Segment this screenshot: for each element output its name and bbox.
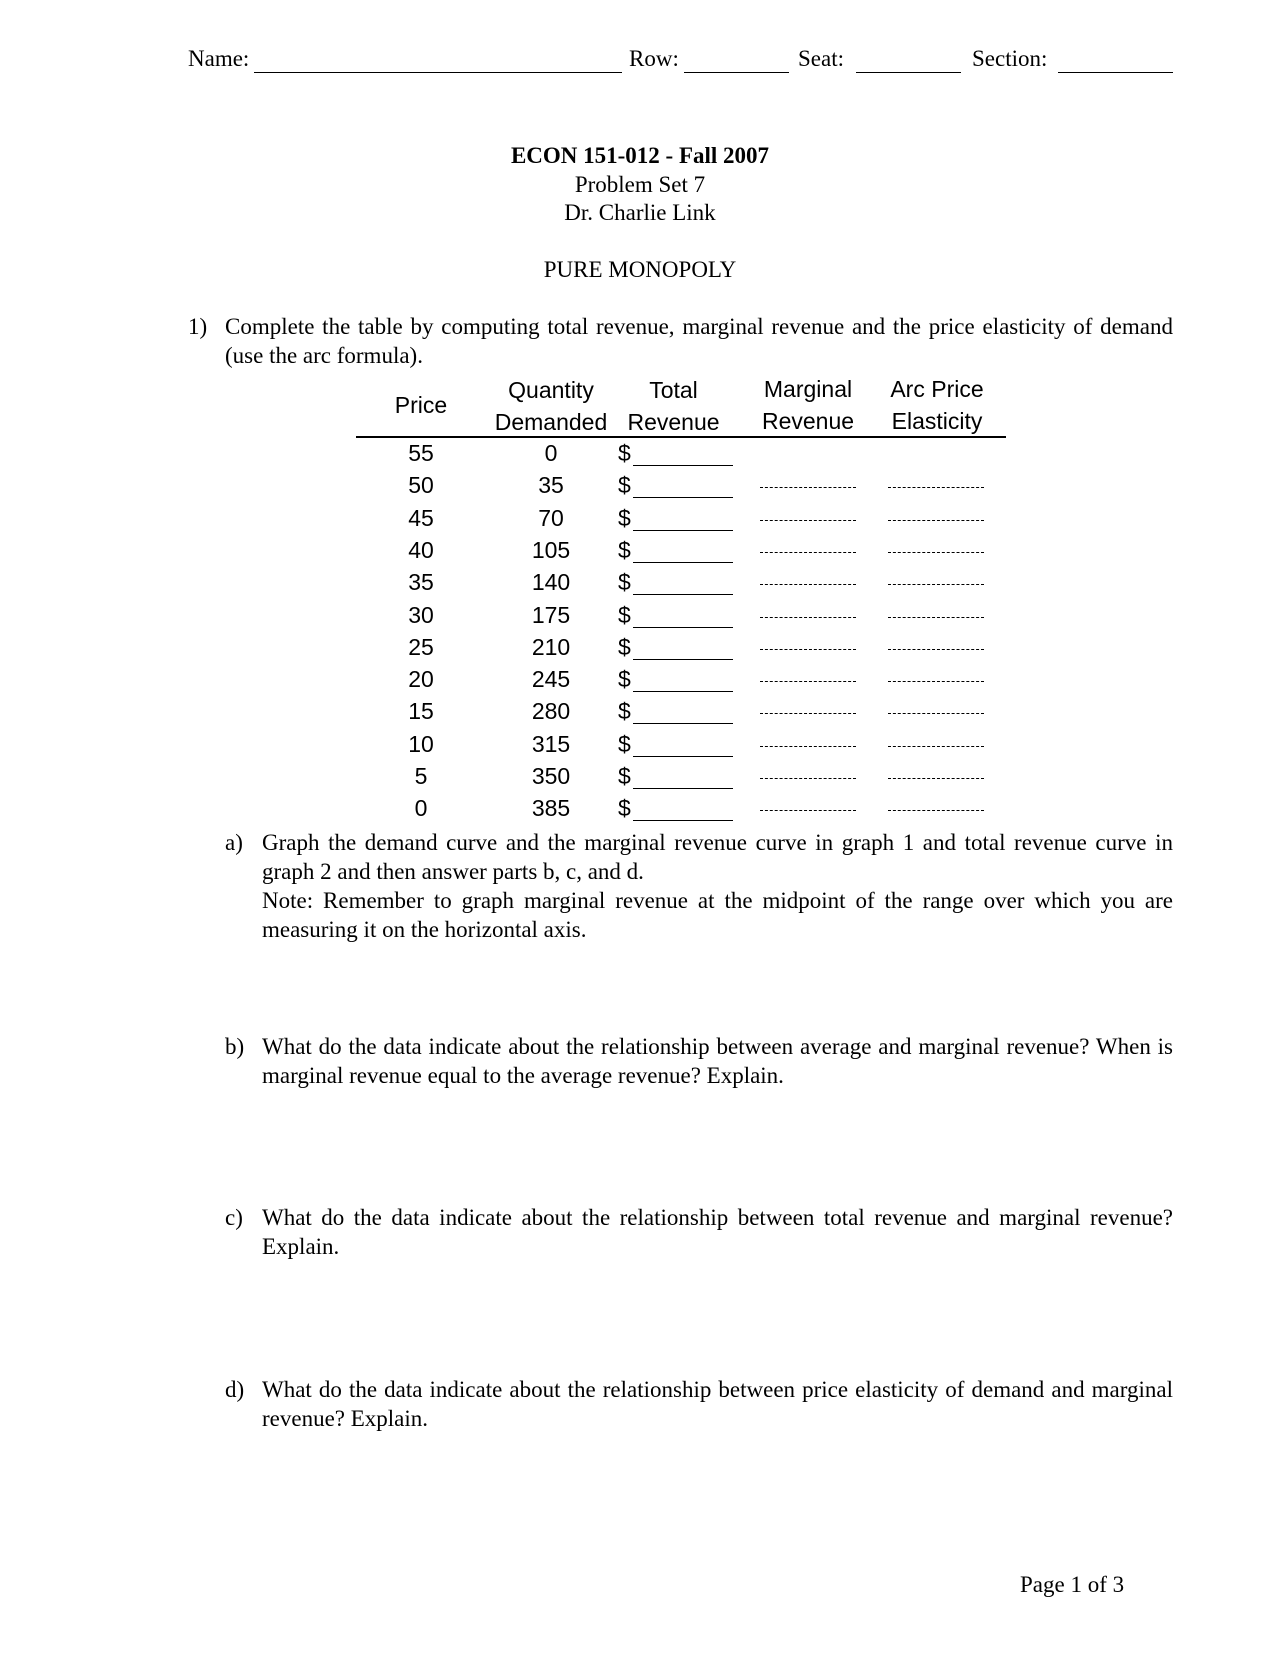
quantity-cell: 210	[531, 633, 571, 660]
quantity-cell: 140	[531, 569, 571, 596]
problem-set-title: Problem Set 7	[574, 172, 706, 197]
total-revenue-blank[interactable]	[633, 788, 733, 789]
total-revenue-blank[interactable]	[633, 691, 733, 692]
marginal-revenue-blank[interactable]	[760, 584, 856, 585]
total-revenue-blank[interactable]	[633, 756, 733, 757]
topic-heading: PURE MONOPOLY	[543, 257, 737, 282]
quantity-cell: 105	[531, 536, 571, 563]
name-blank[interactable]	[254, 72, 622, 73]
price-cell: 10	[408, 730, 434, 757]
arc-elasticity-blank[interactable]	[888, 649, 984, 650]
part-a-text: Graph the demand curve and the marginal revenue curve in graph 1 and total revenue curve in graph 2 and then answer parts b, c, and d.	[262, 830, 1173, 884]
arc-elasticity-blank[interactable]	[888, 681, 984, 682]
page-number: Page 1 of 3	[1020, 1572, 1125, 1597]
price-cell: 20	[408, 666, 434, 693]
marginal-revenue-blank[interactable]	[760, 552, 856, 553]
arc-elasticity-blank[interactable]	[888, 713, 984, 714]
arc-elasticity-blank[interactable]	[888, 810, 984, 811]
quantity-cell: 385	[531, 795, 571, 822]
header-arc-line2: Elasticity	[891, 408, 983, 434]
arc-elasticity-blank[interactable]	[888, 746, 984, 747]
seat-label: Seat:	[798, 46, 844, 71]
price-cell: 40	[408, 536, 434, 563]
row-blank[interactable]	[684, 72, 789, 73]
total-revenue-blank[interactable]	[633, 594, 733, 595]
quantity-cell: 315	[531, 730, 571, 757]
row-label: Row:	[629, 46, 679, 71]
price-cell: 55	[408, 440, 434, 466]
quantity-cell: 70	[538, 504, 564, 531]
dollar-sign: $	[618, 763, 631, 789]
marginal-revenue-blank[interactable]	[760, 713, 856, 714]
arc-elasticity-blank[interactable]	[888, 778, 984, 779]
question-1-text: Complete the table by computing total revenue, marginal revenue and the price elasticity of demand (use the arc formula).	[225, 314, 1173, 368]
part-b-text: What do the data indicate about the relationship between average and marginal revenue? When is marginal revenue equal to the average revenue? Explain.	[262, 1034, 1173, 1088]
dollar-sign: $	[618, 633, 631, 660]
total-revenue-blank[interactable]	[633, 562, 733, 563]
arc-elasticity-blank[interactable]	[888, 520, 984, 521]
dollar-sign: $	[618, 536, 631, 563]
header-marginal-line1: Marginal	[763, 376, 853, 402]
course-title: ECON 151-012 - Fall 2007	[510, 143, 770, 168]
dollar-sign: $	[618, 472, 631, 499]
quantity-cell: 245	[531, 666, 571, 693]
arc-elasticity-blank[interactable]	[888, 552, 984, 553]
instructor-name: Dr. Charlie Link	[564, 200, 716, 225]
part-c-text: What do the data indicate about the relationship between total revenue and marginal revenue? Explain.	[262, 1205, 1173, 1259]
section-blank[interactable]	[1058, 72, 1173, 73]
dollar-sign: $	[618, 795, 631, 822]
part-a-note: Note: Remember to graph marginal revenue at the midpoint of the range over which you are measuring it on the horizontal axis.	[262, 888, 1173, 942]
marginal-revenue-blank[interactable]	[760, 681, 856, 682]
price-cell: 5	[414, 763, 428, 789]
price-cell: 25	[408, 633, 434, 660]
quantity-cell: 35	[538, 472, 564, 499]
dollar-sign: $	[618, 730, 631, 757]
total-revenue-blank[interactable]	[633, 659, 733, 660]
marginal-revenue-blank[interactable]	[760, 520, 856, 521]
arc-elasticity-blank[interactable]	[888, 584, 984, 585]
part-d-text: What do the data indicate about the relationship between price elasticity of demand and marginal revenue? Explain.	[262, 1377, 1173, 1431]
price-cell: 15	[408, 698, 434, 725]
part-a-label: a)	[225, 830, 243, 855]
total-revenue-blank[interactable]	[633, 820, 733, 821]
marginal-revenue-blank[interactable]	[760, 810, 856, 811]
quantity-cell: 175	[531, 601, 571, 628]
dollar-sign: $	[618, 666, 631, 693]
price-cell: 35	[408, 569, 434, 596]
quantity-cell: 280	[531, 698, 571, 725]
marginal-revenue-blank[interactable]	[760, 487, 856, 488]
total-revenue-blank[interactable]	[633, 465, 733, 466]
marginal-revenue-blank[interactable]	[760, 617, 856, 618]
header-price: Price	[394, 392, 448, 418]
dollar-sign: $	[618, 698, 631, 725]
price-cell: 30	[408, 601, 434, 628]
dollar-sign: $	[618, 504, 631, 531]
total-revenue-blank[interactable]	[633, 530, 733, 531]
dollar-sign: $	[618, 440, 631, 466]
section-label: Section:	[972, 46, 1048, 71]
header-total-line1: Total	[649, 377, 698, 403]
student-info-header	[188, 46, 1175, 76]
dollar-sign: $	[618, 569, 631, 596]
quantity-cell: 0	[544, 440, 558, 466]
total-revenue-blank[interactable]	[633, 627, 733, 628]
marginal-revenue-blank[interactable]	[760, 746, 856, 747]
price-cell: 0	[414, 795, 428, 822]
part-c-label: c)	[225, 1205, 243, 1230]
name-label: Name:	[188, 46, 250, 71]
header-marginal-line2: Revenue	[761, 408, 855, 434]
question-1-number: 1)	[188, 314, 208, 339]
arc-elasticity-blank[interactable]	[888, 487, 984, 488]
header-quantity-line1: Quantity	[508, 377, 594, 403]
part-b-label: b)	[225, 1034, 245, 1059]
dollar-sign: $	[618, 601, 631, 628]
marginal-revenue-blank[interactable]	[760, 649, 856, 650]
part-d-label: d)	[225, 1377, 245, 1402]
price-cell: 45	[408, 504, 434, 531]
seat-blank[interactable]	[856, 72, 961, 73]
marginal-revenue-blank[interactable]	[760, 778, 856, 779]
total-revenue-blank[interactable]	[633, 497, 733, 498]
total-revenue-blank[interactable]	[633, 723, 733, 724]
quantity-cell: 350	[531, 763, 571, 789]
price-cell: 50	[408, 472, 434, 499]
arc-elasticity-blank[interactable]	[888, 617, 984, 618]
header-total-line2: Revenue	[627, 409, 720, 435]
header-arc-line1: Arc Price	[890, 376, 984, 402]
header-quantity-line2: Demanded	[494, 409, 608, 435]
